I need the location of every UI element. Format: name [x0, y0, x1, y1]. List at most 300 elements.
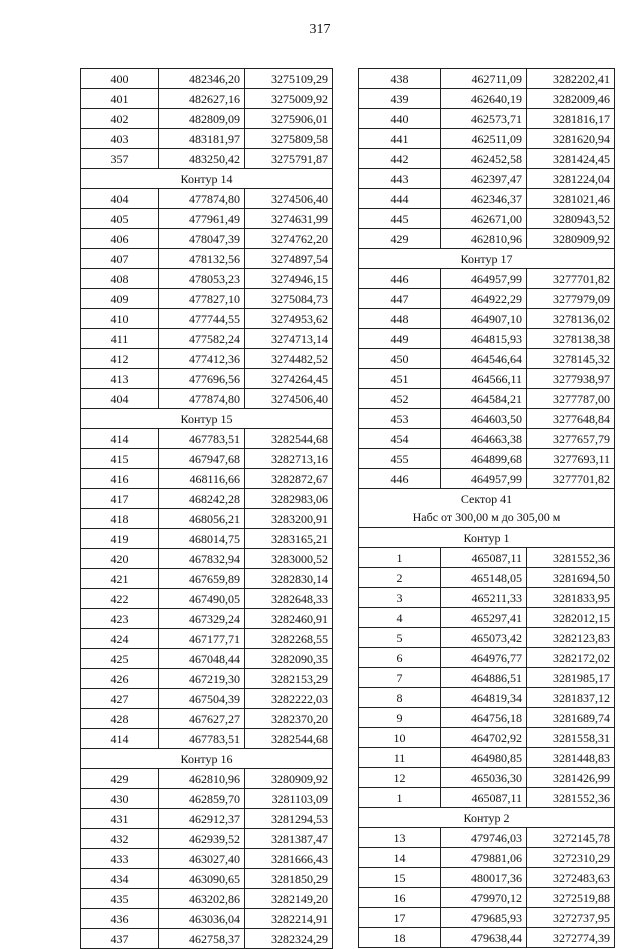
y-coordinate-cell: 3281666,43	[245, 849, 333, 869]
table-row	[81, 889, 333, 909]
y-coordinate-cell: 3278136,02	[527, 309, 615, 329]
table-row	[81, 329, 333, 349]
y-coordinate-cell: 3274762,20	[245, 229, 333, 249]
table-row	[359, 548, 615, 568]
table-row	[81, 289, 333, 309]
x-coordinate-cell: 477412,36	[159, 349, 245, 369]
y-coordinate-cell: 3277701,82	[527, 269, 615, 289]
point-number-cell: 440	[359, 109, 441, 129]
sector-height-range: Набс от 300,00 м до 305,00 м	[412, 510, 561, 524]
point-number-cell: 3	[359, 588, 441, 608]
table-row	[81, 629, 333, 649]
y-coordinate-cell: 3282544,68	[245, 729, 333, 749]
x-coordinate-cell: 462452,58	[441, 149, 527, 169]
x-coordinate-cell: 477827,10	[159, 289, 245, 309]
y-coordinate-cell: 3272519,88	[527, 888, 615, 908]
point-number-cell: 429	[359, 229, 441, 249]
table-row	[81, 309, 333, 329]
point-number-cell: 357	[81, 149, 159, 169]
contour-header-row	[81, 169, 333, 189]
x-coordinate-cell: 463202,86	[159, 889, 245, 909]
y-coordinate-cell: 3281837,12	[527, 688, 615, 708]
point-number-cell: 455	[359, 449, 441, 469]
table-row	[359, 568, 615, 588]
table-row	[359, 788, 615, 808]
contour-header: Контур 16	[81, 749, 333, 769]
x-coordinate-cell: 468014,75	[159, 529, 245, 549]
y-coordinate-cell: 3281558,31	[527, 728, 615, 748]
contour-header-row	[359, 528, 615, 548]
x-coordinate-cell: 479746,03	[441, 828, 527, 848]
x-coordinate-cell: 478047,39	[159, 229, 245, 249]
y-coordinate-cell: 3282123,83	[527, 628, 615, 648]
y-coordinate-cell: 3281294,53	[245, 809, 333, 829]
table-row	[81, 909, 333, 929]
table-row	[359, 708, 615, 728]
y-coordinate-cell: 3281985,17	[527, 668, 615, 688]
point-number-cell: 7	[359, 668, 441, 688]
point-number-cell: 2	[359, 568, 441, 588]
x-coordinate-cell: 465297,41	[441, 608, 527, 628]
table-row	[81, 369, 333, 389]
point-number-cell: 418	[81, 509, 159, 529]
table-row	[81, 249, 333, 269]
coordinates-table-right	[358, 68, 615, 948]
x-coordinate-cell: 465087,11	[441, 788, 527, 808]
point-number-cell: 428	[81, 709, 159, 729]
x-coordinate-cell: 462346,37	[441, 189, 527, 209]
contour-header-row	[359, 249, 615, 269]
x-coordinate-cell: 467329,24	[159, 609, 245, 629]
x-coordinate-cell: 479685,93	[441, 908, 527, 928]
point-number-cell: 5	[359, 628, 441, 648]
table-row	[81, 89, 333, 109]
x-coordinate-cell: 467219,30	[159, 669, 245, 689]
y-coordinate-cell: 3282149,20	[245, 889, 333, 909]
x-coordinate-cell: 478053,23	[159, 269, 245, 289]
y-coordinate-cell: 3274264,45	[245, 369, 333, 389]
y-coordinate-cell: 3283200,91	[245, 509, 333, 529]
x-coordinate-cell: 462859,70	[159, 789, 245, 809]
table-row	[359, 648, 615, 668]
x-coordinate-cell: 482346,20	[159, 69, 245, 89]
x-coordinate-cell: 462511,09	[441, 129, 527, 149]
table-row	[359, 129, 615, 149]
y-coordinate-cell: 3282544,68	[245, 429, 333, 449]
x-coordinate-cell: 464976,77	[441, 648, 527, 668]
table-row	[359, 928, 615, 948]
x-coordinate-cell: 482809,09	[159, 109, 245, 129]
point-number-cell: 407	[81, 249, 159, 269]
table-row	[81, 129, 333, 149]
y-coordinate-cell: 3281424,45	[527, 149, 615, 169]
point-number-cell: 435	[81, 889, 159, 909]
y-coordinate-cell: 3275809,58	[245, 129, 333, 149]
x-coordinate-cell: 464957,99	[441, 269, 527, 289]
point-number-cell: 450	[359, 349, 441, 369]
table-row	[359, 768, 615, 788]
contour-header-row	[359, 808, 615, 828]
table-row	[81, 429, 333, 449]
point-number-cell: 12	[359, 768, 441, 788]
y-coordinate-cell: 3275109,29	[245, 69, 333, 89]
point-number-cell: 438	[359, 69, 441, 89]
point-number-cell: 404	[81, 189, 159, 209]
x-coordinate-cell: 467048,44	[159, 649, 245, 669]
y-coordinate-cell: 3282713,16	[245, 449, 333, 469]
table-row	[81, 509, 333, 529]
table-row	[359, 409, 615, 429]
table-row	[359, 628, 615, 648]
point-number-cell: 10	[359, 728, 441, 748]
point-number-cell: 422	[81, 589, 159, 609]
point-number-cell: 447	[359, 289, 441, 309]
y-coordinate-cell: 3281850,29	[245, 869, 333, 889]
point-number-cell: 417	[81, 489, 159, 509]
point-number-cell: 14	[359, 848, 441, 868]
point-number-cell: 437	[81, 929, 159, 949]
y-coordinate-cell: 3282214,91	[245, 909, 333, 929]
coordinates-table-left	[80, 68, 333, 949]
table-row	[81, 809, 333, 829]
point-number-cell: 434	[81, 869, 159, 889]
x-coordinate-cell: 465087,11	[441, 548, 527, 568]
x-coordinate-cell: 465036,30	[441, 768, 527, 788]
table-row	[359, 149, 615, 169]
point-number-cell: 419	[81, 529, 159, 549]
point-number-cell: 454	[359, 429, 441, 449]
x-coordinate-cell: 462758,37	[159, 929, 245, 949]
y-coordinate-cell: 3282648,33	[245, 589, 333, 609]
y-coordinate-cell: 3272483,63	[527, 868, 615, 888]
point-number-cell: 426	[81, 669, 159, 689]
y-coordinate-cell: 3274953,62	[245, 309, 333, 329]
y-coordinate-cell: 3274482,52	[245, 349, 333, 369]
table-row	[359, 868, 615, 888]
y-coordinate-cell: 3274506,40	[245, 389, 333, 409]
sector-header	[359, 489, 615, 528]
table-row	[359, 668, 615, 688]
table-row	[81, 489, 333, 509]
y-coordinate-cell: 3274897,54	[245, 249, 333, 269]
point-number-cell: 403	[81, 129, 159, 149]
table-row	[81, 609, 333, 629]
x-coordinate-cell: 464566,11	[441, 369, 527, 389]
point-number-cell: 17	[359, 908, 441, 928]
table-row	[81, 769, 333, 789]
table-row	[359, 189, 615, 209]
y-coordinate-cell: 3280943,52	[527, 209, 615, 229]
contour-header-row	[81, 749, 333, 769]
x-coordinate-cell: 464922,29	[441, 289, 527, 309]
table-row	[359, 169, 615, 189]
point-number-cell: 414	[81, 429, 159, 449]
point-number-cell: 406	[81, 229, 159, 249]
x-coordinate-cell: 477582,24	[159, 329, 245, 349]
x-coordinate-cell: 467490,05	[159, 589, 245, 609]
point-number-cell: 416	[81, 469, 159, 489]
point-number-cell: 453	[359, 409, 441, 429]
y-coordinate-cell: 3283000,52	[245, 549, 333, 569]
table-row	[359, 688, 615, 708]
table-row	[81, 389, 333, 409]
x-coordinate-cell: 467947,68	[159, 449, 245, 469]
y-coordinate-cell: 3282012,15	[527, 608, 615, 628]
x-coordinate-cell: 467504,39	[159, 689, 245, 709]
contour-header: Контур 2	[359, 808, 615, 828]
x-coordinate-cell: 467783,51	[159, 729, 245, 749]
point-number-cell: 423	[81, 609, 159, 629]
y-coordinate-cell: 3274506,40	[245, 189, 333, 209]
y-coordinate-cell: 3282268,55	[245, 629, 333, 649]
y-coordinate-cell: 3275906,01	[245, 109, 333, 129]
x-coordinate-cell: 468116,66	[159, 469, 245, 489]
y-coordinate-cell: 3281552,36	[527, 548, 615, 568]
point-number-cell: 446	[359, 269, 441, 289]
y-coordinate-cell: 3277787,00	[527, 389, 615, 409]
point-number-cell: 411	[81, 329, 159, 349]
y-coordinate-cell: 3282172,02	[527, 648, 615, 668]
y-coordinate-cell: 3282460,91	[245, 609, 333, 629]
y-coordinate-cell: 3277938,97	[527, 369, 615, 389]
y-coordinate-cell: 3282983,06	[245, 489, 333, 509]
contour-header: Контур 14	[81, 169, 333, 189]
contour-header: Контур 1	[359, 528, 615, 548]
x-coordinate-cell: 477874,80	[159, 389, 245, 409]
y-coordinate-cell: 3283165,21	[245, 529, 333, 549]
y-coordinate-cell: 3281103,09	[245, 789, 333, 809]
point-number-cell: 442	[359, 149, 441, 169]
point-number-cell: 402	[81, 109, 159, 129]
table-row	[81, 209, 333, 229]
x-coordinate-cell: 477874,80	[159, 189, 245, 209]
y-coordinate-cell: 3274713,14	[245, 329, 333, 349]
x-coordinate-cell: 462810,96	[159, 769, 245, 789]
x-coordinate-cell: 462397,47	[441, 169, 527, 189]
y-coordinate-cell: 3278138,38	[527, 329, 615, 349]
table-row	[81, 449, 333, 469]
table-row	[359, 349, 615, 369]
y-coordinate-cell: 3281224,04	[527, 169, 615, 189]
table-row	[81, 869, 333, 889]
table-row	[81, 469, 333, 489]
point-number-cell: 429	[81, 769, 159, 789]
point-number-cell: 445	[359, 209, 441, 229]
sector-header-row	[359, 489, 615, 528]
table-row	[81, 549, 333, 569]
table-row	[359, 209, 615, 229]
y-coordinate-cell: 3282222,03	[245, 689, 333, 709]
x-coordinate-cell: 483250,42	[159, 149, 245, 169]
x-coordinate-cell: 479638,44	[441, 928, 527, 948]
table-row	[81, 269, 333, 289]
x-coordinate-cell: 463090,65	[159, 869, 245, 889]
x-coordinate-cell: 467832,94	[159, 549, 245, 569]
y-coordinate-cell: 3280909,92	[245, 769, 333, 789]
point-number-cell: 415	[81, 449, 159, 469]
table-row	[359, 828, 615, 848]
point-number-cell: 420	[81, 549, 159, 569]
point-number-cell: 433	[81, 849, 159, 869]
y-coordinate-cell: 3281552,36	[527, 788, 615, 808]
point-number-cell: 15	[359, 868, 441, 888]
x-coordinate-cell: 464886,51	[441, 668, 527, 688]
x-coordinate-cell: 467783,51	[159, 429, 245, 449]
point-number-cell: 441	[359, 129, 441, 149]
table-row	[81, 849, 333, 869]
point-number-cell: 443	[359, 169, 441, 189]
table-row	[359, 888, 615, 908]
y-coordinate-cell: 3282830,14	[245, 569, 333, 589]
x-coordinate-cell: 464907,10	[441, 309, 527, 329]
y-coordinate-cell: 3277693,11	[527, 449, 615, 469]
x-coordinate-cell: 483181,97	[159, 129, 245, 149]
y-coordinate-cell: 3278145,32	[527, 349, 615, 369]
y-coordinate-cell: 3282153,29	[245, 669, 333, 689]
y-coordinate-cell: 3280909,92	[527, 229, 615, 249]
point-number-cell: 400	[81, 69, 159, 89]
x-coordinate-cell: 468056,21	[159, 509, 245, 529]
point-number-cell: 409	[81, 289, 159, 309]
point-number-cell: 446	[359, 469, 441, 489]
y-coordinate-cell: 3282872,67	[245, 469, 333, 489]
x-coordinate-cell: 465148,05	[441, 568, 527, 588]
point-number-cell: 1	[359, 788, 441, 808]
table-row	[81, 349, 333, 369]
y-coordinate-cell: 3281387,47	[245, 829, 333, 849]
point-number-cell: 452	[359, 389, 441, 409]
table-row	[81, 829, 333, 849]
y-coordinate-cell: 3274946,15	[245, 269, 333, 289]
table-row	[81, 669, 333, 689]
y-coordinate-cell: 3277701,82	[527, 469, 615, 489]
y-coordinate-cell: 3281689,74	[527, 708, 615, 728]
point-number-cell: 421	[81, 569, 159, 589]
table-row	[81, 689, 333, 709]
point-number-cell: 401	[81, 89, 159, 109]
page-number: 317	[309, 22, 331, 37]
table-row	[81, 529, 333, 549]
table-row	[81, 69, 333, 89]
y-coordinate-cell: 3281448,83	[527, 748, 615, 768]
point-number-cell: 413	[81, 369, 159, 389]
table-row	[81, 789, 333, 809]
x-coordinate-cell: 477961,49	[159, 209, 245, 229]
point-number-cell: 9	[359, 708, 441, 728]
table-row	[359, 449, 615, 469]
table-row	[359, 289, 615, 309]
x-coordinate-cell: 464584,21	[441, 389, 527, 409]
x-coordinate-cell: 462711,09	[441, 69, 527, 89]
y-coordinate-cell: 3281694,50	[527, 568, 615, 588]
point-number-cell: 449	[359, 329, 441, 349]
point-number-cell: 16	[359, 888, 441, 908]
point-number-cell: 439	[359, 89, 441, 109]
x-coordinate-cell: 465211,33	[441, 588, 527, 608]
table-row	[359, 848, 615, 868]
x-coordinate-cell: 464546,64	[441, 349, 527, 369]
y-coordinate-cell: 3275009,92	[245, 89, 333, 109]
point-number-cell: 414	[81, 729, 159, 749]
table-row	[359, 69, 615, 89]
x-coordinate-cell: 478132,56	[159, 249, 245, 269]
table-row	[359, 329, 615, 349]
y-coordinate-cell: 3281833,95	[527, 588, 615, 608]
x-coordinate-cell: 482627,16	[159, 89, 245, 109]
table-row	[81, 189, 333, 209]
y-coordinate-cell: 3282202,41	[527, 69, 615, 89]
point-number-cell: 4	[359, 608, 441, 628]
table-row	[81, 929, 333, 949]
point-number-cell: 448	[359, 309, 441, 329]
table-row	[359, 728, 615, 748]
y-coordinate-cell: 3275084,73	[245, 289, 333, 309]
point-number-cell: 404	[81, 389, 159, 409]
x-coordinate-cell: 462573,71	[441, 109, 527, 129]
table-row	[81, 589, 333, 609]
table-row	[81, 569, 333, 589]
contour-header-row	[81, 409, 333, 429]
x-coordinate-cell: 465073,42	[441, 628, 527, 648]
point-number-cell: 431	[81, 809, 159, 829]
x-coordinate-cell: 464815,93	[441, 329, 527, 349]
x-coordinate-cell: 462810,96	[441, 229, 527, 249]
table-row	[359, 608, 615, 628]
point-number-cell: 412	[81, 349, 159, 369]
x-coordinate-cell: 480017,36	[441, 868, 527, 888]
table-row	[359, 109, 615, 129]
x-coordinate-cell: 462912,37	[159, 809, 245, 829]
point-number-cell: 1	[359, 548, 441, 568]
y-coordinate-cell: 3282009,46	[527, 89, 615, 109]
x-coordinate-cell: 463027,40	[159, 849, 245, 869]
y-coordinate-cell: 3282090,35	[245, 649, 333, 669]
table-row	[81, 649, 333, 669]
point-number-cell: 427	[81, 689, 159, 709]
table-row	[359, 389, 615, 409]
point-number-cell: 432	[81, 829, 159, 849]
point-number-cell: 425	[81, 649, 159, 669]
point-number-cell: 430	[81, 789, 159, 809]
point-number-cell: 424	[81, 629, 159, 649]
x-coordinate-cell: 462939,52	[159, 829, 245, 849]
y-coordinate-cell: 3277979,09	[527, 289, 615, 309]
table-row	[81, 109, 333, 129]
point-number-cell: 408	[81, 269, 159, 289]
x-coordinate-cell: 464756,18	[441, 708, 527, 728]
point-number-cell: 11	[359, 748, 441, 768]
y-coordinate-cell: 3272310,29	[527, 848, 615, 868]
sector-title: Сектор 41	[460, 492, 513, 506]
x-coordinate-cell: 477744,55	[159, 309, 245, 329]
point-number-cell: 410	[81, 309, 159, 329]
point-number-cell: 18	[359, 928, 441, 948]
table-row	[81, 149, 333, 169]
x-coordinate-cell: 464957,99	[441, 469, 527, 489]
x-coordinate-cell: 467627,27	[159, 709, 245, 729]
x-coordinate-cell: 464702,92	[441, 728, 527, 748]
x-coordinate-cell: 462640,19	[441, 89, 527, 109]
y-coordinate-cell: 3281620,94	[527, 129, 615, 149]
x-coordinate-cell: 464899,68	[441, 449, 527, 469]
table-row	[359, 229, 615, 249]
contour-header: Контур 15	[81, 409, 333, 429]
table-row	[359, 588, 615, 608]
x-coordinate-cell: 468242,28	[159, 489, 245, 509]
y-coordinate-cell: 3272774,39	[527, 928, 615, 948]
y-coordinate-cell: 3275791,87	[245, 149, 333, 169]
table-row	[359, 309, 615, 329]
